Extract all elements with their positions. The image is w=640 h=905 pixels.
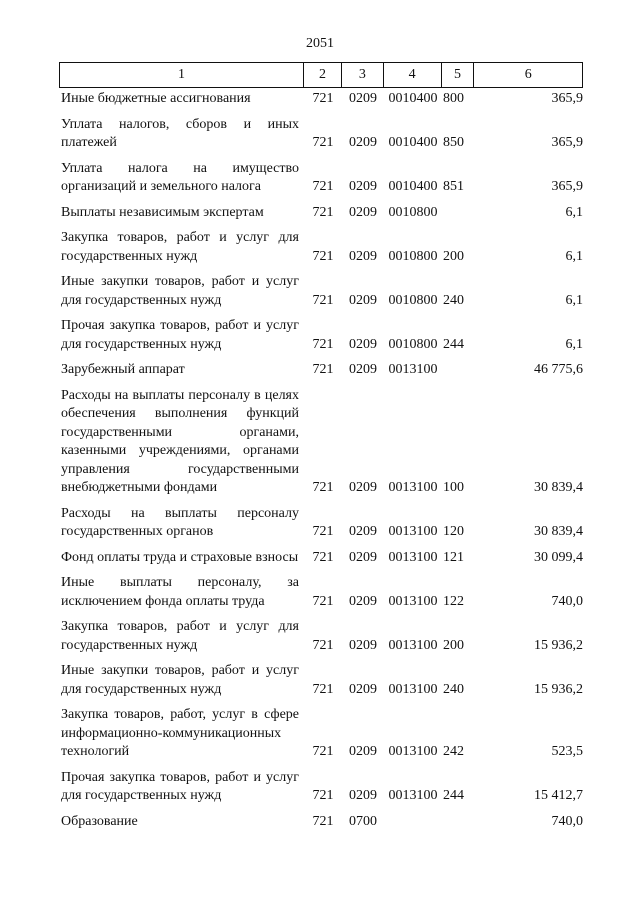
header-col-5: 5	[442, 63, 475, 87]
row-section-code: 0209	[349, 204, 377, 220]
row-name: Иные бюджетные ассигнования	[61, 91, 251, 106]
row-amount: 740,0	[551, 593, 583, 609]
row-section-code: 0209	[349, 744, 377, 759]
row-section-code: 0209	[349, 362, 377, 377]
row-ved-code: 721	[312, 91, 334, 106]
row-target-article: 0010800	[388, 336, 438, 352]
row-section-code: 0700	[349, 813, 377, 829]
header-col-1: 1	[60, 63, 304, 87]
row-target-article: 0013100	[388, 593, 438, 609]
row-amount: 6,1	[565, 336, 583, 352]
row-amount: 740,0	[551, 813, 583, 829]
row-section-code: 0209	[349, 549, 377, 565]
table-row	[59, 382, 583, 500]
row-ved-code: 721	[312, 292, 334, 308]
row-expense-type: 100	[443, 480, 464, 495]
row-ved-code: 721	[312, 593, 334, 609]
table-row	[59, 808, 583, 834]
row-expense-type: 240	[443, 292, 464, 308]
row-name: Закупка товаров, работ, услуг в сфере информационно-коммуникационных технологий	[61, 707, 299, 759]
row-target-article: 0013100	[388, 480, 438, 495]
row-target-article: 0013100	[388, 362, 438, 377]
row-expense-type: 121	[443, 549, 464, 565]
row-name: Прочая закупка товаров, работ и услуг для государственных нужд	[61, 769, 299, 803]
row-name: Иные закупки товаров, работ и услуг для государственных нужд	[61, 274, 299, 308]
table-body	[59, 88, 583, 833]
table-row	[59, 88, 583, 111]
row-ved-code: 721	[312, 788, 334, 803]
table-row	[59, 199, 583, 225]
row-name: Уплата налога на имущество организаций и земельного налога	[61, 160, 299, 194]
row-ved-code: 721	[312, 362, 334, 377]
table-row	[59, 569, 583, 613]
row-ved-code: 721	[312, 135, 334, 150]
table-row	[59, 544, 583, 570]
row-target-article: 0010400	[388, 91, 438, 106]
row-target-article: 0010400	[388, 179, 438, 194]
row-target-article: 0013100	[388, 637, 438, 653]
page-number: 2051	[306, 36, 334, 51]
row-section-code: 0209	[349, 292, 377, 308]
row-section-code: 0209	[349, 248, 377, 264]
row-target-article: 0013100	[388, 681, 438, 697]
row-target-article: 0010800	[388, 292, 438, 308]
table-row	[59, 613, 583, 657]
row-target-article: 0010800	[388, 248, 438, 264]
row-name: Выплаты независимым экспертам	[61, 204, 264, 220]
row-amount: 6,1	[565, 204, 583, 220]
header-col-3: 3	[342, 63, 384, 87]
row-expense-type: 122	[443, 593, 464, 609]
table-row	[59, 111, 583, 155]
row-ved-code: 721	[312, 637, 334, 653]
row-target-article: 0013100	[388, 549, 438, 565]
row-expense-type: 850	[443, 135, 464, 150]
row-target-article: 0010800	[388, 204, 438, 220]
row-expense-type: 244	[443, 788, 464, 803]
table-row	[59, 500, 583, 544]
row-section-code: 0209	[349, 336, 377, 352]
row-ved-code: 721	[312, 179, 334, 194]
row-section-code: 0209	[349, 788, 377, 803]
row-expense-type: 244	[443, 336, 464, 352]
row-ved-code: 721	[312, 336, 334, 352]
row-expense-type: 240	[443, 681, 464, 697]
table-row	[59, 701, 583, 764]
row-name: Фонд оплаты труда и страховые взносы	[61, 549, 299, 565]
row-amount: 30 099,4	[534, 549, 583, 565]
row-name: Закупка товаров, работ и услуг для государственных нужд	[61, 619, 299, 653]
row-section-code: 0209	[349, 593, 377, 609]
row-expense-type: 800	[443, 91, 464, 106]
table-row	[59, 657, 583, 701]
header-col-6: 6	[524, 67, 532, 82]
row-amount: 15 412,7	[534, 788, 583, 803]
row-name: Расходы на выплаты персоналу в целях обеспечения выполнения функций государственными органами, казенными учреждениями, органами управления государственными внебюджетными фондами	[61, 387, 299, 495]
row-amount: 6,1	[565, 248, 583, 264]
row-section-code: 0209	[349, 681, 377, 697]
header-col-4: 4	[384, 63, 442, 87]
row-amount: 15 936,2	[534, 681, 583, 697]
row-amount: 30 839,4	[534, 480, 583, 495]
header-col-2: 2	[304, 63, 342, 87]
table-row	[59, 155, 583, 199]
row-name: Иные закупки товаров, работ и услуг для государственных нужд	[61, 663, 299, 697]
row-expense-type: 200	[443, 637, 464, 653]
row-name: Зарубежный аппарат	[61, 362, 185, 377]
row-target-article: 0010400	[388, 135, 438, 150]
row-target-article: 0013100	[388, 524, 438, 539]
row-target-article: 0013100	[388, 788, 438, 803]
row-ved-code: 721	[312, 248, 334, 264]
table-header	[59, 62, 583, 88]
table-row	[59, 224, 583, 268]
row-section-code: 0209	[349, 480, 377, 495]
row-target-article: 0013100	[388, 744, 438, 759]
row-section-code: 0209	[349, 179, 377, 194]
table-row	[59, 268, 583, 312]
row-section-code: 0209	[349, 91, 377, 106]
row-amount: 365,9	[551, 91, 583, 106]
row-ved-code: 721	[312, 813, 334, 829]
row-ved-code: 721	[312, 204, 334, 220]
table-row	[59, 764, 583, 808]
row-ved-code: 721	[312, 524, 334, 539]
table-row	[59, 312, 583, 356]
row-expense-type: 851	[443, 179, 464, 194]
row-ved-code: 721	[312, 480, 334, 495]
row-expense-type: 200	[443, 248, 464, 264]
row-section-code: 0209	[349, 637, 377, 653]
row-name: Иные выплаты персоналу, за исключением фонда оплаты труда	[61, 575, 299, 609]
row-ved-code: 721	[312, 681, 334, 697]
row-amount: 30 839,4	[534, 524, 583, 539]
row-name: Уплата налогов, сборов и иных платежей	[61, 116, 299, 150]
table-row	[59, 356, 583, 382]
row-section-code: 0209	[349, 135, 377, 150]
row-expense-type: 242	[443, 744, 464, 759]
row-name: Расходы на выплаты персоналу государственных органов	[61, 505, 299, 539]
row-amount: 15 936,2	[534, 637, 583, 653]
row-amount: 46 775,6	[534, 362, 583, 377]
row-amount: 523,5	[551, 744, 583, 759]
row-amount: 6,1	[565, 292, 583, 308]
row-name: Закупка товаров, работ и услуг для государственных нужд	[61, 230, 299, 264]
row-name: Образование	[61, 813, 138, 829]
row-name: Прочая закупка товаров, работ и услуг для государственных нужд	[61, 318, 299, 352]
row-section-code: 0209	[349, 524, 377, 539]
row-amount: 365,9	[551, 179, 583, 194]
row-expense-type: 120	[443, 524, 464, 539]
row-ved-code: 721	[312, 744, 334, 759]
row-ved-code: 721	[312, 549, 334, 565]
row-amount: 365,9	[551, 135, 583, 150]
